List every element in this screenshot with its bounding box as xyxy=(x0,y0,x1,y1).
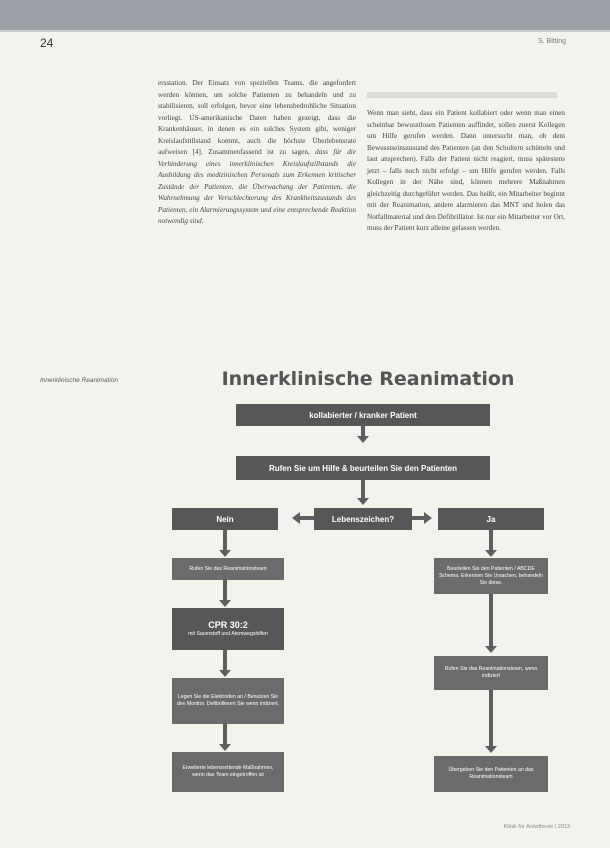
figure-side-label: Innerklinische Reanimation xyxy=(40,377,119,384)
signs-of-life-box: Lebenszeichen? xyxy=(314,508,412,530)
right-step-handover xyxy=(434,756,548,792)
top-band xyxy=(0,0,610,30)
right-step-3-text: Übergeben Sie den Patienten an das Reanimationsteam xyxy=(448,767,534,780)
left-step-2-text: mit Sauerstoff und Atemwegshilfen xyxy=(188,631,268,637)
right-step-assess xyxy=(434,558,548,594)
collapsed-patient-box: kollabierter / kranker Patient xyxy=(236,404,490,426)
left-paragraph-italic: dass für die Verhinderung eines innerklinischen Kreislaufstillstands die Ausbildung des medizinischen Personals zum Erkennen kritischer Zustände der Patienten, die Überwachung der Patienten, die Wahrnehmung der Verschlechterung des Krankheitszustands des Patienten, ein Alarmierungssystem und eine entsprechende Reaktion notwendig sind. xyxy=(158,148,356,225)
call-help-box: Rufen Sie um Hilfe & beurteilen Sie den Patienten xyxy=(236,456,490,480)
top-band-divider xyxy=(0,30,610,32)
left-step-4-text: Erweiterte lebensrettende Maßnahmen, wenn das Team eingetroffen ist xyxy=(182,765,274,778)
left-paragraph: ersstation. Der Einsatz von speziellen Teams, die angefordert werden können, um solche Patienten zu behandeln und zu stabilisieren, soll erfolgen, bevor eine lebensbedrohliche Situation vorliegt. US-amerikanische Daten haben gezeigt, dass die Krankenhäuser, in denen es ein solches System gibt, weniger Kreislaufstillstand kommt, auch die höchste Überlebensrate aufweisen [4]. Zusammenfassend ist zu sagen, xyxy=(158,79,356,156)
left-step-3-text: Legen Sie die Elektroden an / Benutzen Sie den Monitor. Defibrillieren Sie wenn indiziert. xyxy=(176,694,280,707)
arrow-right-shaft xyxy=(412,516,424,520)
left-step-call-team xyxy=(172,558,284,580)
left-step-1-text: Rufen Sie das Reanimationsteam xyxy=(189,565,267,572)
left-step-electrodes xyxy=(172,678,284,724)
left-step-advanced xyxy=(172,752,284,792)
page-footer: Klinik für Anästhesie | 2013 xyxy=(503,824,570,830)
right-step-2-text: Rufen Sie das Reanimationsteam, wenn indiziert xyxy=(444,666,538,679)
reanimation-flowchart xyxy=(158,352,578,812)
cpr-title: CPR 30:2 xyxy=(208,620,248,630)
right-step-call-team xyxy=(434,656,548,690)
right-step-1-text: Beurteilen Sie den Patienten / ABCDE Schema. Erkennen Sie Ursachen, behandeln Sie diese. xyxy=(439,565,543,586)
flowchart-title: Innerklinische Reanimation xyxy=(221,368,515,390)
right-column-text xyxy=(367,108,565,235)
right-heading-bar xyxy=(367,92,557,98)
left-step-cpr xyxy=(172,608,284,650)
yes-box: Ja xyxy=(438,508,544,530)
arrow-left-head xyxy=(292,512,300,524)
arrow-right-head xyxy=(424,512,432,524)
running-head: S. Bitting xyxy=(537,38,566,45)
page-number: 24 xyxy=(40,36,54,50)
arrow-left-shaft xyxy=(300,516,314,520)
left-column-text xyxy=(158,78,356,228)
right-paragraph: Wenn man sieht, dass ein Patient kollabiert oder wenn man einen scheinbar bewusstlosen Patienten auffindet, sollen zuerst Kollegen um Hilfe gerufen werden. Dann untersucht man, ob dem Bewusstseinszustand des Patienten (an den Schultern schütteln und laut ansprechen). Falls der Patient nicht reagiert, muss spätestens jetzt – falls noch nicht erfolgt – um Hilfe gerufen werden. Falls Kollegen in der Nähe sind, können mehrere Maßnahmen gleichzeitig durchgeführt werden. Das heißt, ein Mitarbeiter beginnt mit der Reanimation, andere alarmieren das MNT und holen das Notfallmaterial und den Defibrillator. Ist nur ein Mitarbeiter vor Ort, muss der Patient kurz alleine gelassen werden. xyxy=(367,109,565,232)
no-box: Nein xyxy=(172,508,278,530)
